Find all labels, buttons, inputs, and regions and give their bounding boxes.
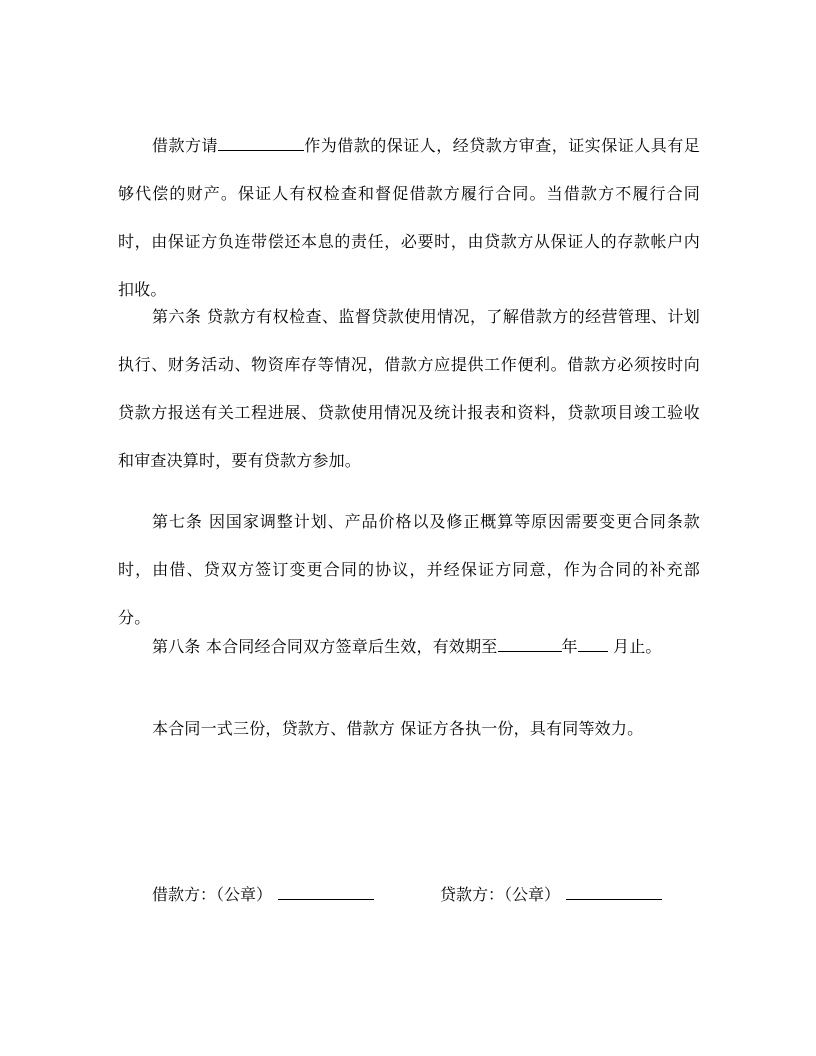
borrower-signature-label: 借款方：（公章） <box>152 885 273 904</box>
article-6-label: 第六条 <box>152 307 202 326</box>
guarantor-name-blank <box>218 132 304 151</box>
article-8 <box>118 623 700 671</box>
article-7 <box>118 498 700 642</box>
lender-signature-label: 贷款方：（公章） <box>440 885 561 904</box>
article-6 <box>118 293 700 485</box>
article-8-label: 第八条 <box>152 637 201 656</box>
article-8-text: 本合同经合同双方签章后生效，有效期至 <box>205 637 498 656</box>
article-7-label: 第七条 <box>152 512 203 531</box>
copies-clause <box>118 705 700 753</box>
guarantee-clause-part2: 作为借款的保证人，经贷款方审查，证实保证人具有足够代偿的财产。保证人有权检查和督促借款方履行合同。当借款方不履行合同时，由保证方负连带偿还本息的责任，必要时，由贷款方从保证人的存款帐户内扣收。 <box>118 136 700 299</box>
article-8-month-label: 月止。 <box>613 637 662 656</box>
lender-signature <box>440 880 662 910</box>
guarantee-clause <box>118 122 700 314</box>
article-6-text: 贷款方有权检查、监督贷款使用情况，了解借款方的经营管理、计划执行、财务活动、物资库存等情况，借款方应提供工作便利。借款方必须按时向贷款方报送有关工程进展、贷款使用情况及统计报表和资料，贷款项目竣工验收和审查决算时，要有贷款方参加。 <box>118 307 700 470</box>
lender-signature-line <box>566 881 662 900</box>
guarantee-clause-part1: 借款方请 <box>152 136 218 155</box>
expiry-month-blank <box>578 633 608 652</box>
expiry-year-blank <box>498 633 562 652</box>
copies-clause-text: 本合同一式三份，贷款方、借款方 保证方各执一份，具有同等效力。 <box>152 719 644 738</box>
borrower-signature-line <box>278 881 374 900</box>
article-7-text: 因国家调整计划、产品价格以及修正概算等原因需要变更合同条款时，由借、贷双方签订变更合同的协议，并经保证方同意，作为合同的补充部分。 <box>118 512 700 627</box>
borrower-signature <box>152 880 374 910</box>
article-8-year-label: 年 <box>561 637 578 656</box>
